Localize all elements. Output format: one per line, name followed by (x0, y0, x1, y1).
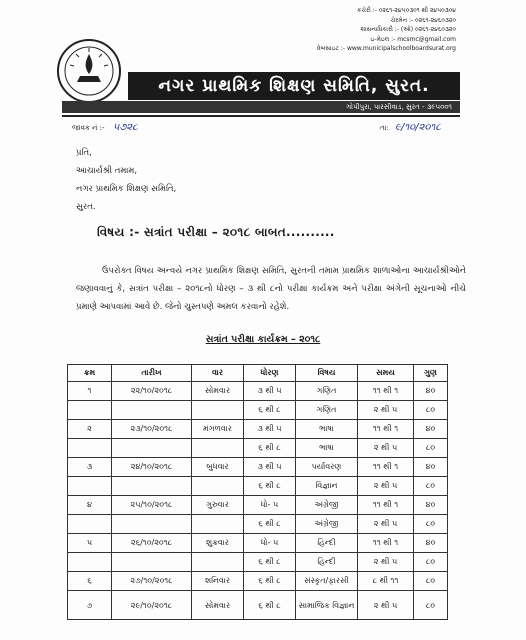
cell-standard: ૬ થી ૮ (244, 439, 296, 458)
body-text: ઉપરોક્ત વિષય અન્વયે નગર પ્રાથમિક શિક્ષણ સમિતિ, સુરતની તમામ પ્રાથમિક શાળાઓના આચાર્યશ્રીઓને જણાવવાનું કે, સત્રાંત પરીક્ષા – ૨૦૧૮નો ધોરણ – ૩ થી ૮નો પરીક્ષા કાર્યક્રમ અને પરીક્ષા અંગેની સૂચનાઓ નીચે પ્રમાણે આપવામાં આવે છે. જેનો ચુસ્તપણે અમલ કરવાનો રહેશે. (76, 266, 466, 312)
table-row (68, 439, 448, 458)
cell-day: સોમવાર (192, 382, 244, 401)
date-label: તા: (380, 124, 389, 132)
cell-marks: ૮૦ (414, 591, 448, 620)
reference-label: જાવક નં :- (72, 124, 105, 132)
exam-schedule-table (67, 364, 448, 620)
header-standard: ધોરણ (244, 365, 296, 382)
cell-day (192, 401, 244, 420)
recipient-block (76, 144, 176, 216)
cell-subject: અંગ્રેજી (296, 496, 358, 515)
cell-time: ૨ થી ૫ (358, 439, 414, 458)
recipient-line: પ્રતિ, (76, 148, 92, 158)
cell-time: ૨ થી ૫ (358, 515, 414, 534)
cell-date (112, 553, 192, 572)
table-row (68, 477, 448, 496)
cell-date: ૨૬/૧૦/૨૦૧૮ (112, 534, 192, 553)
table-row (68, 591, 448, 620)
cell-date (112, 439, 192, 458)
contact-line: શાસનાધિકારી :- (ઓ) ૦૨૬૧-૨૪૬૦૩૨૦ (360, 26, 456, 33)
organization-title: નગર પ્રાથમિક શિક્ષણ સમિતિ, સુરત. (128, 72, 460, 100)
cell-standard: ૩ થી ૫ (244, 382, 296, 401)
subject-line: વિષય :- સત્રાંત પરીક્ષા – ૨૦૧૮ બાબત.......... (97, 225, 335, 239)
cell-subject: હિન્દી (296, 553, 358, 572)
cell-date: ૨૯/૧૦/૨૦૧૮ (112, 591, 192, 620)
cell-day (192, 477, 244, 496)
cell-time: ૧૧ થી ૧ (358, 534, 414, 553)
cell-day: શનિવાર (192, 572, 244, 591)
cell-time: ૨ થી ૫ (358, 401, 414, 420)
cell-date: ૨૫/૧૦/૨૦૧૮ (112, 496, 192, 515)
cell-serial: ૬ (68, 572, 112, 591)
header-day: વાર (192, 365, 244, 382)
contact-line: ઇ-મેઇલ :- mcsmc@gmail.com (370, 35, 456, 43)
header-subject: વિષય (296, 365, 358, 382)
cell-serial: ૧ (68, 382, 112, 401)
cell-serial (68, 439, 112, 458)
cell-subject: ભાષા (296, 439, 358, 458)
cell-subject: અંગ્રેજી (296, 515, 358, 534)
cell-date: ૨૨/૧૦/૨૦૧૮ (112, 382, 192, 401)
cell-time: ૮ થી ૧૧ (358, 572, 414, 591)
date-value: ૯/૧૦/૨૦૧૮ (394, 122, 441, 133)
cell-standard: ૬ થી ૮ (244, 477, 296, 496)
contact-line: કચેરી :- ૦૨૬૧-૨૪૫૦૩૦૧ થી ૨૪૫૦૩૦૪ (356, 7, 456, 14)
cell-day: સોમવાર (192, 591, 244, 620)
table-row (68, 420, 448, 439)
cell-marks: ૪૦ (414, 496, 448, 515)
cell-date: ૨૪/૧૦/૨૦૧૮ (112, 458, 192, 477)
cell-time: ૨ થી ૫ (358, 591, 414, 620)
cell-serial: ૫ (68, 534, 112, 553)
cell-subject: સામાજિક વિજ્ઞાન (296, 591, 358, 620)
reference-value: ૫૭૨૮ (112, 122, 138, 133)
letter-date (380, 122, 441, 133)
cell-subject: સંસ્કૃત/ફારસી (296, 572, 358, 591)
cell-serial (68, 401, 112, 420)
cell-date: ૨૩/૧૦/૨૦૧૮ (112, 420, 192, 439)
cell-marks: ૪૦ (414, 382, 448, 401)
cell-date (112, 401, 192, 420)
cell-serial: ૩ (68, 458, 112, 477)
cell-standard: ધો- ૫ (244, 534, 296, 553)
cell-marks: ૪૦ (414, 420, 448, 439)
cell-day (192, 439, 244, 458)
header-date: તારીખ (112, 365, 192, 382)
cell-subject: પર્યાવરણ (296, 458, 358, 477)
header-marks: ગુણ (414, 365, 448, 382)
cell-standard: ૬ થી ૮ (244, 401, 296, 420)
table-header-row (68, 365, 448, 382)
cell-time: ૧૧ થી ૧ (358, 382, 414, 401)
cell-date (112, 515, 192, 534)
cell-serial (68, 515, 112, 534)
cell-serial: ૭ (68, 591, 112, 620)
cell-serial: ૨ (68, 420, 112, 439)
cell-marks: ૮૦ (414, 553, 448, 572)
cell-serial: ૪ (68, 496, 112, 515)
cell-marks: ૮૦ (414, 439, 448, 458)
contact-line: ચેરમેન :- ૦૨૬૧-૨૪૬૦૩૨૦ (390, 16, 456, 24)
cell-day (192, 515, 244, 534)
schedule-title: સત્રાંત પરીક્ષા કાર્યક્રમ – ૨૦૧૮ (205, 334, 321, 345)
cell-serial (68, 477, 112, 496)
cell-standard: ૬ થી ૮ (244, 515, 296, 534)
cell-time: ૧૧ થી ૧ (358, 458, 414, 477)
cell-time: ૨ થી ૫ (358, 477, 414, 496)
cell-time: ૨ થી ૫ (358, 553, 414, 572)
cell-marks: ૮૦ (414, 477, 448, 496)
table-row (68, 534, 448, 553)
cell-day: મંગળવાર (192, 420, 244, 439)
recipient-line: આચાર્યશ્રી તમામ, (76, 166, 138, 176)
cell-day: બુધવાર (192, 458, 244, 477)
cell-subject: વિજ્ઞાન (296, 477, 358, 496)
cell-marks: ૪૦ (414, 534, 448, 553)
contact-line: વેબસાઇટ :- www.municipalschoolboardsurat.org (316, 45, 456, 52)
cell-marks: ૮૦ (414, 515, 448, 534)
cell-marks: ૮૦ (414, 572, 448, 591)
table-row (68, 553, 448, 572)
cell-time: ૧૧ થી ૧ (358, 496, 414, 515)
cell-date: ૨૭/૧૦/૨૦૧૮ (112, 572, 192, 591)
recipient-line: સુરત. (76, 202, 96, 212)
cell-standard: ૩ થી ૫ (244, 458, 296, 477)
cell-date (112, 477, 192, 496)
table-row (68, 496, 448, 515)
cell-subject: ભાષા (296, 420, 358, 439)
cell-standard: ૬ થી ૮ (244, 591, 296, 620)
cell-day: શુક્રવાર (192, 534, 244, 553)
cell-day (192, 553, 244, 572)
contact-block (317, 6, 456, 54)
cell-standard: ૬ થી ૮ (244, 553, 296, 572)
cell-subject: હિન્દી (296, 534, 358, 553)
header-rule (62, 115, 460, 117)
cell-subject: ગણિત (296, 382, 358, 401)
cell-time: ૧૧ થી ૧ (358, 420, 414, 439)
cell-marks: ૪૦ (414, 458, 448, 477)
recipient-line: નગર પ્રાથમિક શિક્ષણ સમિતિ, (76, 184, 177, 194)
header-serial: ક્રમ (68, 365, 112, 382)
table-row (68, 401, 448, 420)
cell-subject: ગણિત (296, 401, 358, 420)
cell-standard: ૩ થી ૫ (244, 420, 296, 439)
emblem-logo-icon (56, 38, 122, 104)
body-paragraph (76, 262, 466, 316)
cell-day: ગુરુવાર (192, 496, 244, 515)
table-row (68, 458, 448, 477)
table-row (68, 515, 448, 534)
table-row (68, 572, 448, 591)
cell-standard: ધો- ૫ (244, 496, 296, 515)
reference-number (72, 122, 138, 133)
cell-serial (68, 553, 112, 572)
table-row (68, 382, 448, 401)
address-bar: ગોપીપુરા, પારસીવાડ, સુરત - ૩૯૫૦૦૧ (62, 101, 460, 113)
header-time: સમય (358, 365, 414, 382)
cell-standard: ૬ થી ૮ (244, 572, 296, 591)
cell-marks: ૮૦ (414, 401, 448, 420)
